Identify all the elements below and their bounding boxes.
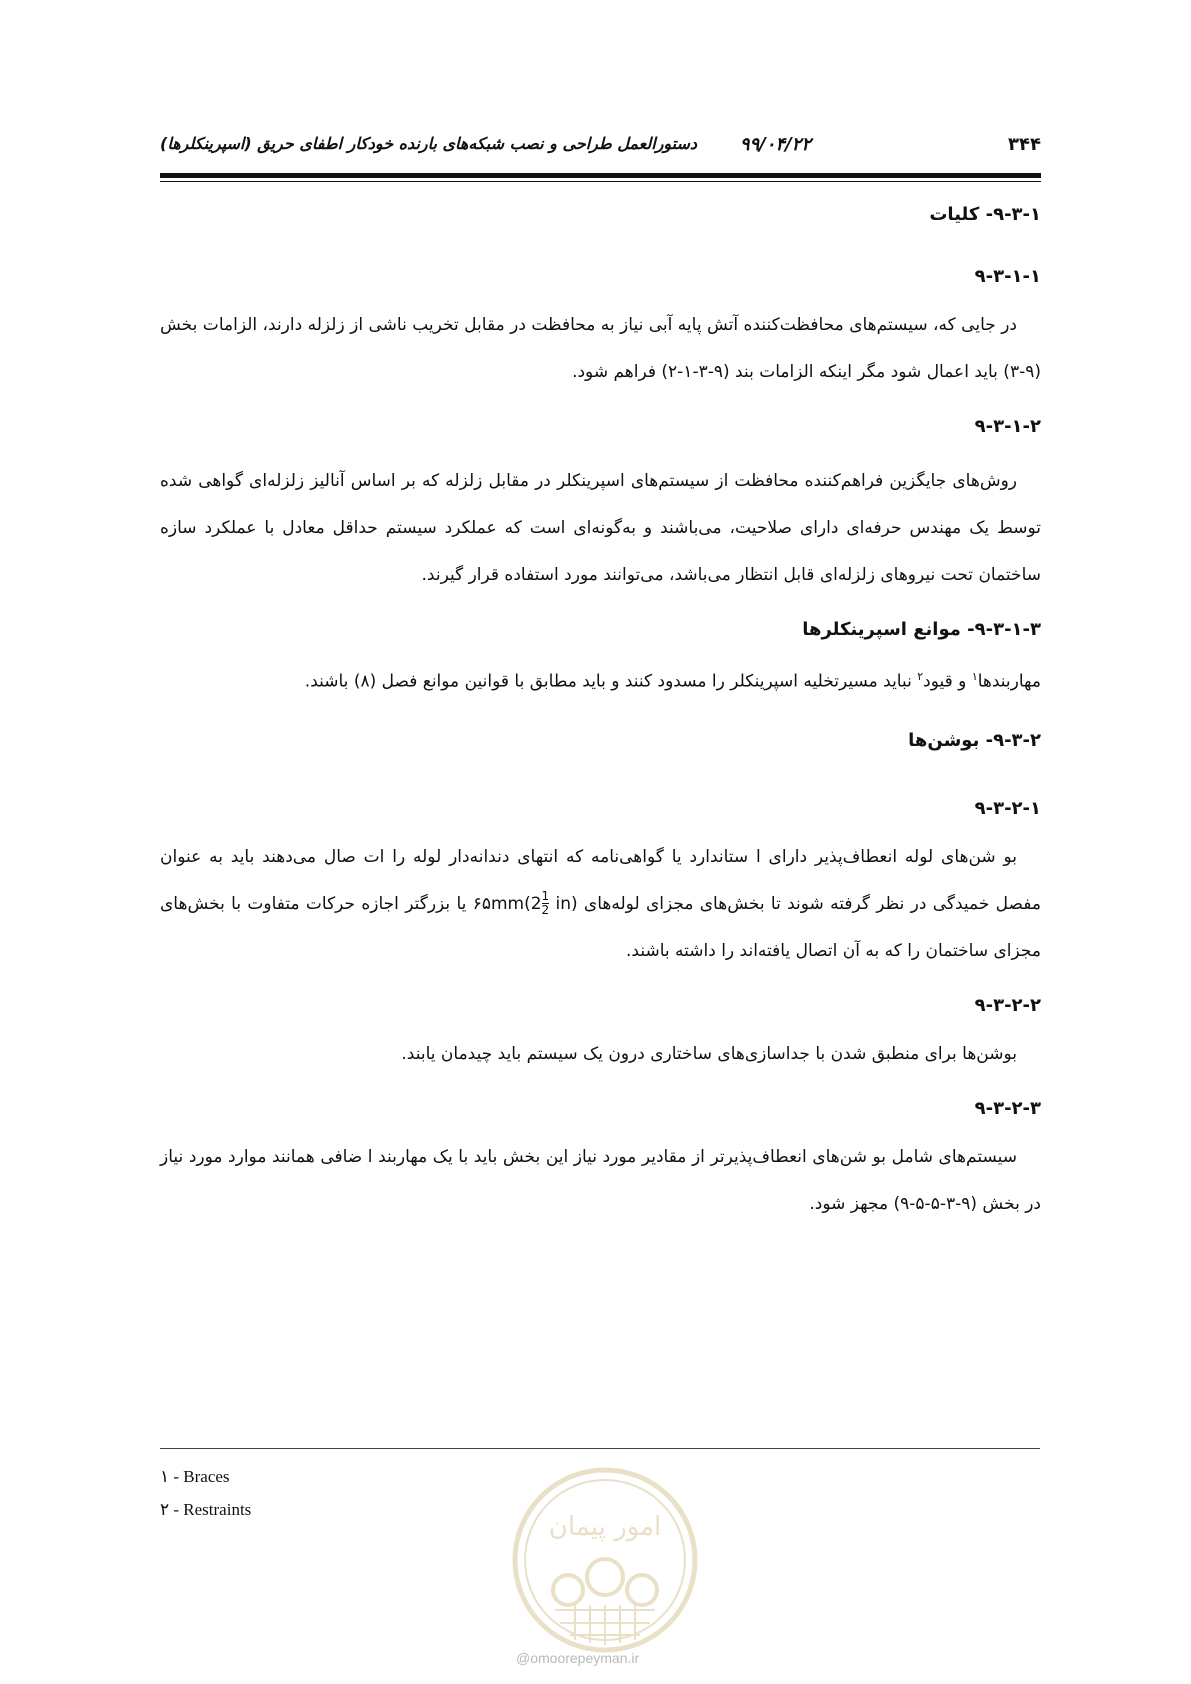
clause-text-2 [160,458,1041,599]
clause-number-2: ۹-۳-۱-۲ [974,416,1041,437]
watermark-logo-text: امور پیمان [548,1512,662,1542]
fraction-numerator: 1 [541,889,550,904]
clause-number-1: ۹-۳-۱-۱ [974,266,1041,287]
clause-number-4: ۹-۳-۲-۲ [974,994,1041,1016]
header-title: دستورالعمل طراحی و نصب شبکه‌های بارنده خودکار اطفای حریق (اسپرینکلرها) [160,134,698,153]
fraction-denominator: 2 [541,903,550,918]
clause-text-3-a: بو شن‌های لوله انعطاف‌پذیر دارای ا ستاندارد یا گواهی‌نامه که انتهای دندانه‌دار لوله را ات صال می‌دهند باید به عنوان مفصل خمیدگی در نظر گرفته شوند تا بخش‌های مجزای لوله‌های ۶۵mm( [160,846,1042,914]
clause-text-4-content: بوشن‌ها برای منطبق شدن با جداسازی‌های ساختاری درون یک سیستم باید چیدمان یابند. [401,1043,1017,1064]
clause-number-3: ۹-۳-۲-۱ [974,797,1041,819]
obstructions-text [160,653,1041,706]
watermark-site: @omoorepeyman.ir [516,1650,640,1666]
clause-text-5 [160,1134,1041,1228]
document-body [160,200,1041,1228]
clause-text-1 [160,302,1041,396]
footnote-1: ۱ - Braces [160,1467,230,1486]
clause-text-3 [160,834,1041,975]
page-number: ۳۴۴ [1008,134,1041,155]
fraction-whole: 2 [530,893,542,914]
footnote-divider [160,1448,1040,1449]
clause-number-5: ۹-۳-۲-۳ [974,1097,1041,1119]
obstructions-text-b: و قیود [923,671,972,692]
header-rule-thin [160,181,1041,182]
footnotes [160,1460,251,1526]
watermark-logo-icon [510,1465,700,1655]
header-date: ۹۹/۰۴/۲۲ [739,134,811,155]
clause-text-1-content: در جایی که، سیستم‌های محافظت‌کننده آتش پایه آبی نیاز به محافظت در مقابل تخریب ناشی از زلزله دارند، الزامات بخش (۹-۳) باید اعمال شود مگر اینکه الزامات بند (۹-۳-۱-۲) فراهم شود. [160,315,1041,382]
section-heading-general: ۹-۳-۱- کلیات [929,204,1041,225]
clause-text-5-content: سیستم‌های شامل بو شن‌های انعطاف‌پذیرتر از مقادیر مورد نیاز این بخش باید با یک مهاربند ا ضافی همانند موارد مورد نیاز در بخش (۹-۳-۵-۵-۹) مجهز شود. [160,1146,1041,1214]
clause-text-4 [160,1031,1041,1078]
header-rule-thick [160,173,1041,178]
obstructions-text-c: نباید مسیرتخلیه اسپرینکلر را مسدود کنند و باید مطابق با قوانین موانع فصل (۸) باشند. [304,671,918,692]
pipe-size-fraction [530,889,550,918]
obstructions-text-a: مهاربندها [977,671,1041,692]
footnote-2: ۲ - Restraints [160,1500,252,1519]
page-header [160,128,1041,158]
clause-text-3-b: in) یا بزرگتر اجازه حرکات متفاوت با بخش‌های مجزای ساختمان را که به آن اتصال یافته‌اند را داشته باشند. [160,893,1041,961]
footnote-ref-2[interactable]: ۲ [917,670,924,683]
clause-text-2-content: روش‌های جایگزین فراهم‌کننده محافظت از سیستم‌های اسپرینکلر در مقابل زلزله که بر اساس آنالیز زلزله‌ای گواهی شده توسط یک مهندس حرفه‌ای دارای صلاحیت، می‌باشند و به‌گونه‌ای است که عملکرد سیستم حداقل معادل با عملکرد سازه ساختمان تحت نیروهای زلزله‌ای قابل انتظار می‌باشد، می‌توانند مورد استفاده قرار گیرند. [160,471,1041,585]
footnote-ref-1[interactable]: ۱ [971,670,978,683]
section-heading-couplings: ۹-۳-۲- بوشن‌ها [908,729,1041,751]
section-heading-obstructions: ۹-۳-۱-۳- موانع اسپرینکلرها [802,619,1041,640]
